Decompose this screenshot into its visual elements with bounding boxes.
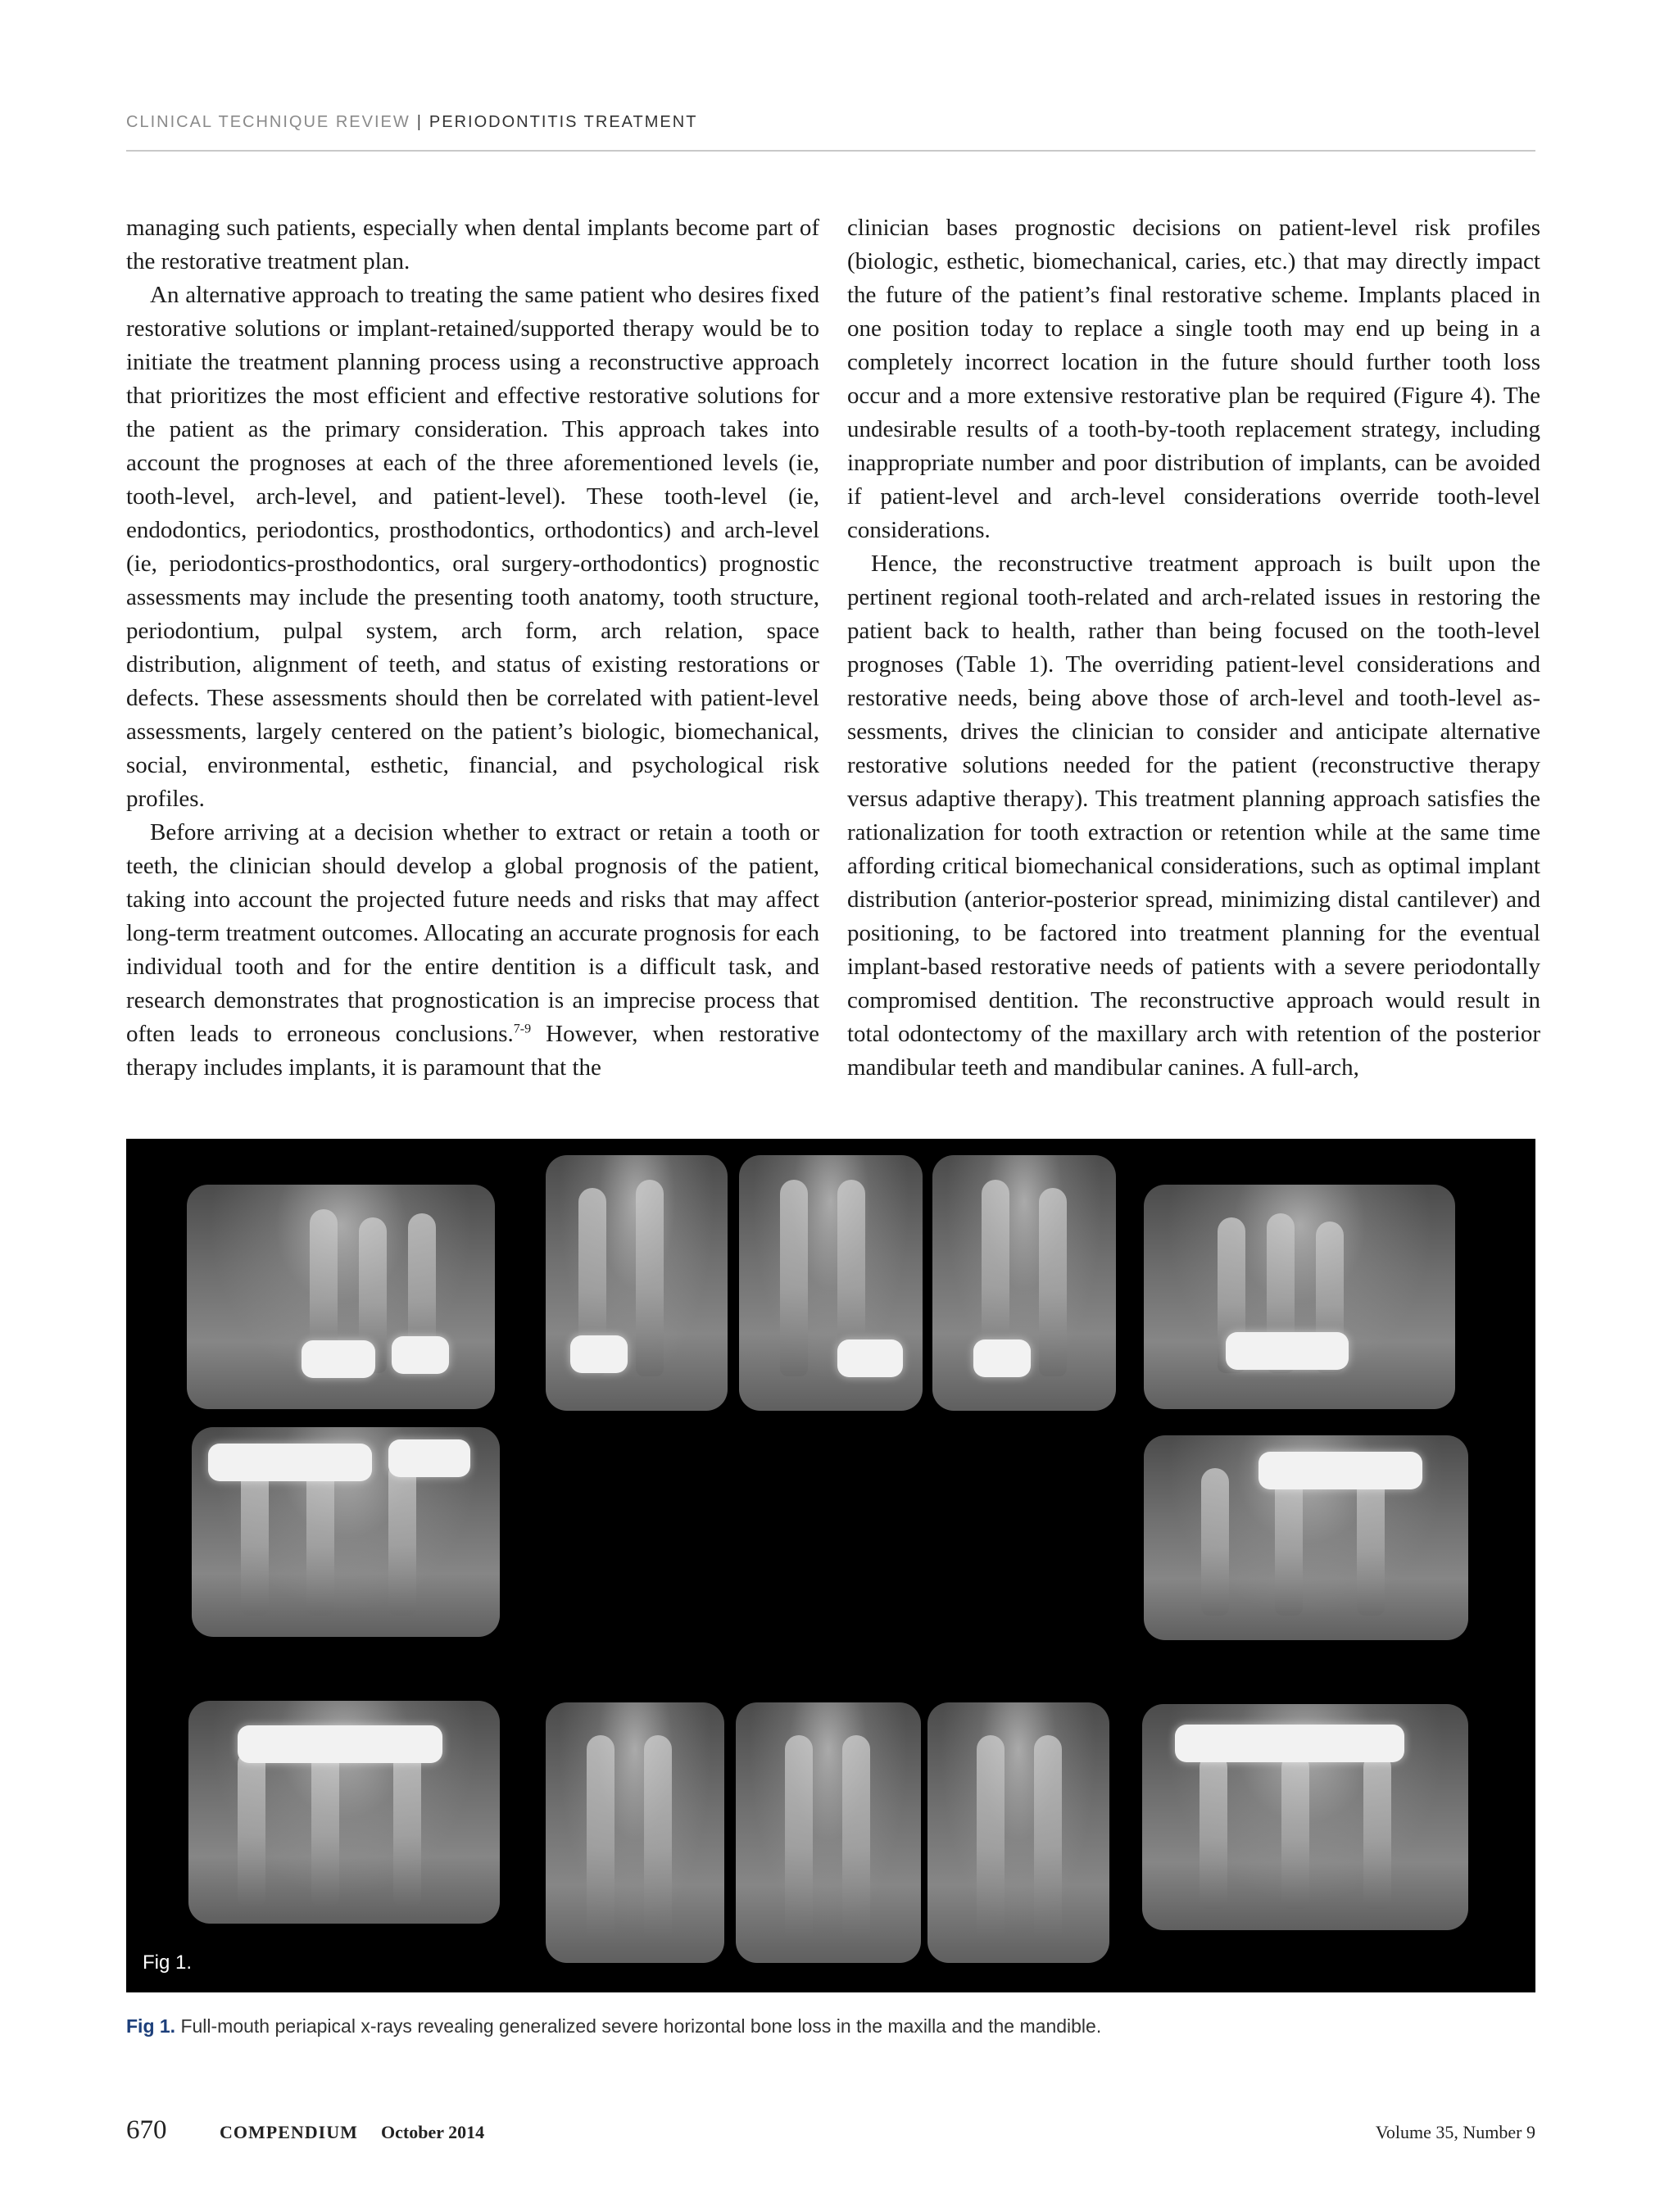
- xray-image: [1144, 1435, 1468, 1640]
- caption-text: Full-mouth periapical x-rays revealing generalized severe horizontal bone loss in the maxilla and the mandible.: [175, 2015, 1102, 2037]
- paragraph: An alternative approach to treating the same patient who desires fixed restorative solutions or implant-retained/supported therapy would be to initiate the treatment planning process using a reconstructive approach that prioritizes the most efficient and effective restorative solutions for the patient as the primary consideration. This approach takes into account the prognoses at each of the three aforementioned levels (ie, tooth-level, arch-level, and patient-level). These tooth-level (ie, endodontics, periodontics, prosthodontics, orthodontics) and arch-level (ie, periodontics-prosthodontics, oral surgery-orthodontics) prognostic assessments may include the presenting tooth anatomy, tooth structure, periodontium, pulpal system, arch form, arch relation, space distribution, alignment of teeth, and status of existing restorations or defects. These assessments should then be correlated with patient-level assessments, largely centered on the patient’s biologic, biomechanical, social, environmental, esthetic, financial, and psychological risk profiles.: [126, 282, 819, 812]
- xray-image: [187, 1185, 495, 1409]
- xray-image: [192, 1427, 500, 1637]
- header-rule: [126, 150, 1535, 152]
- journal-name: COMPENDIUM: [220, 2122, 358, 2142]
- running-head-topic: PERIODONTITIS TREATMENT: [429, 113, 698, 131]
- citation-superscript: 7-9: [513, 1022, 532, 1036]
- volume-number: Volume 35, Number 9: [1375, 2122, 1535, 2142]
- paragraph: clinician bases prognostic decisions on patient-level risk profiles (biologic, esthetic, biomechanical, caries, etc.) that may directly impact the future of the patient’s final restorative scheme. Implants placed in one position today to replace a single tooth may end up being in a completely incorrect location in the future should further tooth loss occur and a more extensive restorative plan be required (Figure 4). The undesirable results of a tooth-by-tooth replacement strategy, including inappropriate number and poor distribution of implants, can be avoided if patient-level and arch-level considerations override tooth-level considerations.: [847, 215, 1540, 543]
- figure-caption: [126, 2015, 1535, 2037]
- body-column-left: [126, 211, 819, 1085]
- page-number: 670: [126, 2115, 167, 2145]
- xray-image: [927, 1702, 1109, 1963]
- xray-image: [739, 1155, 923, 1411]
- figure-label: Fig 1.: [143, 1951, 193, 1974]
- issue-date: October 2014: [381, 2122, 485, 2142]
- paragraph-text-after: However, when restorative therapy includes implants, it is paramount that the: [126, 1021, 819, 1081]
- figure-xray-montage: [126, 1139, 1535, 1992]
- paragraph: managing such patients, especially when dental implants become part of the restorative treatment plan.: [126, 215, 819, 274]
- paragraph-text: Before arriving at a decision whether to extract or retain a tooth or teeth, the clinician should develop a global prognosis of the patient, taking into account the projected future needs and risks that may affect long-term treatment outcomes. Allocating an accurate prognosis for each individual tooth and for the entire dentition is a difficult task, and research demonstrates that prognostication is an imprecise process that often leads to erroneous conclusions.: [126, 819, 819, 1047]
- xray-image: [1144, 1185, 1455, 1409]
- body-column-right: [847, 211, 1540, 1085]
- xray-image: [1142, 1704, 1468, 1930]
- paragraph: Hence, the reconstructive treatment approach is built upon the pertinent regional tooth-related and arch-related issues in restoring the patient back to health, rather than being focused on the tooth-level prognoses (Table 1). The overriding patient-level considerations and restorative needs, being above those of arch-level and tooth-level assessments, drives the clinician to consider and anticipate alternative restorative solutions needed for the patient (reconstructive therapy versus adaptive therapy). This treatment planning approach satisfies the rationalization for tooth extraction or retention while at the same time affording critical biomechanical considerations, such as optimal implant distribution (anterior-posterior spread, minimizing distal cantilever) and positioning, to be factored into treatment planning for the eventual implant-based restorative needs of patients with a severe periodontally compromised dentition. The reconstructive approach would result in total odontectomy of the maxillary arch with retention of the posterior mandibular teeth and mandibular canines. A full-arch,: [847, 551, 1540, 1081]
- caption-lead: Fig 1.: [126, 2015, 176, 2037]
- running-head: [126, 113, 1535, 132]
- xray-image: [932, 1155, 1116, 1411]
- xray-image: [736, 1702, 921, 1963]
- running-head-section: CLINICAL TECHNIQUE REVIEW: [126, 113, 410, 131]
- xray-image: [546, 1702, 724, 1963]
- xray-image: [188, 1701, 500, 1924]
- paragraph: [126, 816, 819, 1085]
- running-head-separator: |: [416, 113, 423, 131]
- xray-image: [546, 1155, 728, 1411]
